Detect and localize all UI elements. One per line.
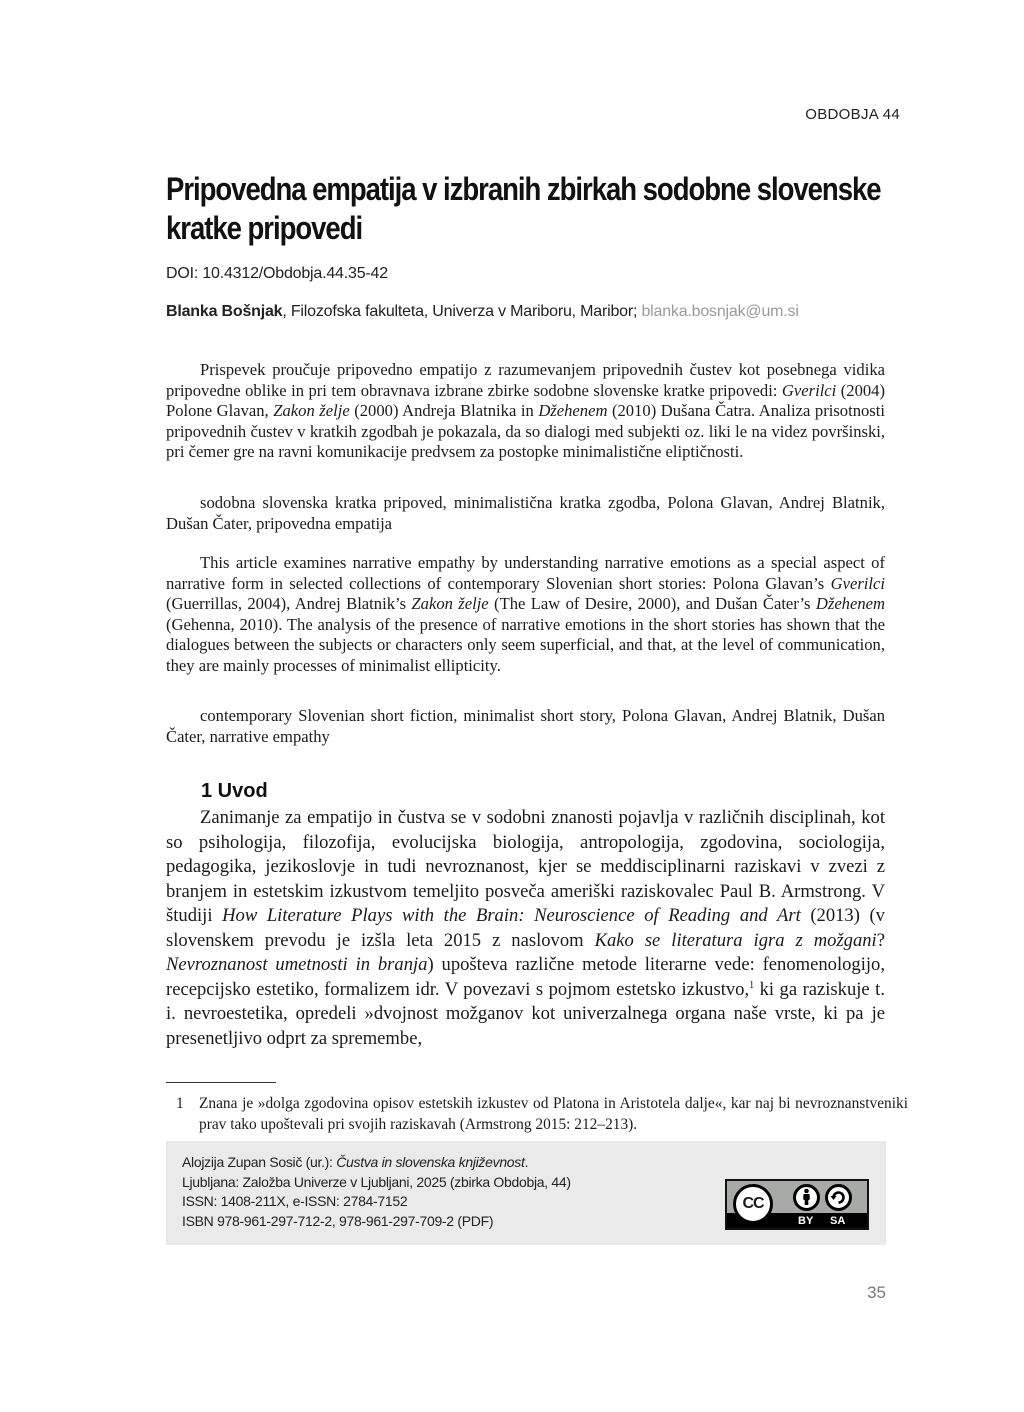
keywords-sl-text: sodobna slovenska kratka pripoved, minimalistična kratka zgodba, Polona Glavan, Andrej Blatnik, Dušan Čater, pripovedna empatija [166,493,885,533]
isbn-line: ISBN 978-961-297-712-2, 978-961-297-709-2 (PDF) [182,1212,494,1229]
body-text: ki ga raziskuje t. i. nevroestetika, opredeli »dvojnost možganov kot univerzalnega organa naše vrste, ki pa je presenetljivo odprt za spremembe, [166,978,885,1049]
sa-label: SA [830,1215,846,1227]
book-title-italic: Zakon želje [411,594,489,613]
publication-info-box [166,1141,886,1245]
body-text: Zanimanje za empatijo in čustva se v sodobni znanosti pojavlja v različnih disciplinah, kot so psihologija, filozofija, evolucijska biologija, antropologija, zgodovina, sociologija, pedagogika, jezikoslovje in tudi nevroznanost, kjer se meddisciplinarni raziskavi v zvezi z branjem in estetskim izkustvom temeljito posveča ameriški raziskovalec Paul B. Armstrong. V študiji [166,807,885,926]
cc-by-sa-icon[interactable] [725,1179,869,1230]
abstract-en-text: (Gehenna, 2010). The analysis of the presence of narrative emotions in the short stories has shown that the dialogues between the subjects or characters only seem superficial, and that, at the level of communication, they are mainly processes of minimalist ellipticity. [166,614,885,675]
book-title-italic: Kako se literatura igra z možgani [594,929,877,951]
book-title-italic: Zakon želje [273,401,350,420]
footnote-number: 1 [176,1095,184,1112]
section-heading: 1 Uvod [201,780,268,802]
keywords-slovenian [166,493,885,534]
footnote-divider [166,1082,276,1083]
issn-line: ISSN: 1408-211X, e-ISSN: 2784-7152 [182,1193,408,1210]
keywords-en-text: contemporary Slovenian short fiction, minimalist short story, Polona Glavan, Andrej Blatnik, Dušan Čater, narrative empathy [166,706,885,746]
body-text: ? [876,929,885,951]
abstract-slovenian [166,360,885,463]
abstract-english [166,553,885,676]
book-title-italic: Gverilci [830,573,885,593]
book-title-italic: Nevroznanost umetnosti in branja [166,954,428,975]
footnote [176,1094,908,1135]
abstract-sl-text: (2010) Dušana Čatra. Analiza prisotnosti pripovednih čustev v kratkih zgodbah je pokazala, da so dialogi med subjekti oz. liki le na videz površinski, pri čemer gre na ravni komunikacije predvsem za postopke minimalistične eliptičnosti. [166,401,885,461]
publication-info [182,1153,571,1231]
book-title-italic: How Literature Plays with the Brain: Neuroscience of Reading and Art [222,905,801,926]
book-title: Čustva in slovenska književnost [336,1154,525,1170]
attribution-person-icon [793,1184,820,1211]
editor: Alojzija Zupan Sosič (ur.): [182,1154,337,1170]
abstract-sl-text: (2000) Andreja Blatnika in [349,401,539,420]
publisher-line: Ljubljana: Založba Univerze v Ljubljani, 2025 (zbirka Obdobja, 44) [182,1173,571,1190]
footnote-text: Znana je »dolga zgodovina opisov estetskih izkustev od Platona in Aristotela dalje«, kar naj bi nevroznanstveniki prav tako upoštevali pri svojih raziskavah (Armstrong 2015: 212–213). [199,1095,908,1133]
page-number: 35 [867,1283,886,1302]
book-title-italic: Gverilci [781,380,837,400]
body-text: (2013) (v slovenskem prevodu je izšla leta 2015 z naslovom [166,905,885,951]
book-title-italic: Džehenem [815,594,885,613]
footnote-reference[interactable]: 1 [749,979,755,991]
by-label: BY [798,1215,814,1227]
editor-line [182,1153,571,1173]
article-title-text: Pripovedna empatija v izbranih zbirkah sodobne slovenske kratke pripovedi [166,171,881,246]
body-text: ) upošteva različne metode literarne vede: fenomenologijo, recepcijsko estetiko, formalizem idr. V povezavi s pojmom estetsko izkustvo, [166,954,885,1000]
cc-icon: CC [733,1184,773,1224]
punctuation: . [524,1154,529,1170]
abstract-en-text: This article examines narrative empathy by understanding narrative emotions as a special aspect of narrative form in selected collections of contemporary Slovenian short stories: Polona Glavan’s [166,553,885,593]
abstract-sl-text: Prispevek proučuje pripovedno empatijo z razumevanjem pripovednih čustev kot posebnega vidika pripovedne oblike in pri tem obravnava izbrane zbirke sodobne slovenske kratke pripovedi: [166,360,885,400]
abstract-en-text: (Guerrillas, 2004), Andrej Blatnik’s [166,594,412,613]
article-title [166,170,881,248]
running-head: OBDOBJA 44 [805,106,900,123]
body-paragraph [166,806,885,1051]
doi: DOI: 10.4312/Obdobja.44.35-42 [166,265,388,282]
author-line [166,303,799,321]
share-alike-icon [825,1184,852,1211]
abstract-en-text: (The Law of Desire, 2000), and Dušan Čater’s [488,594,816,613]
author-email[interactable]: blanka.bosnjak@um.si [641,303,799,320]
author-affiliation: , Filozofska fakulteta, Univerza v Mariboru, Maribor; [282,303,642,320]
book-title-italic: Džehenem [538,401,608,420]
keywords-english [166,706,885,747]
abstract-sl-text: (2004) Polone Glavan, [166,380,885,420]
author-name: Blanka Bošnjak [166,303,283,320]
